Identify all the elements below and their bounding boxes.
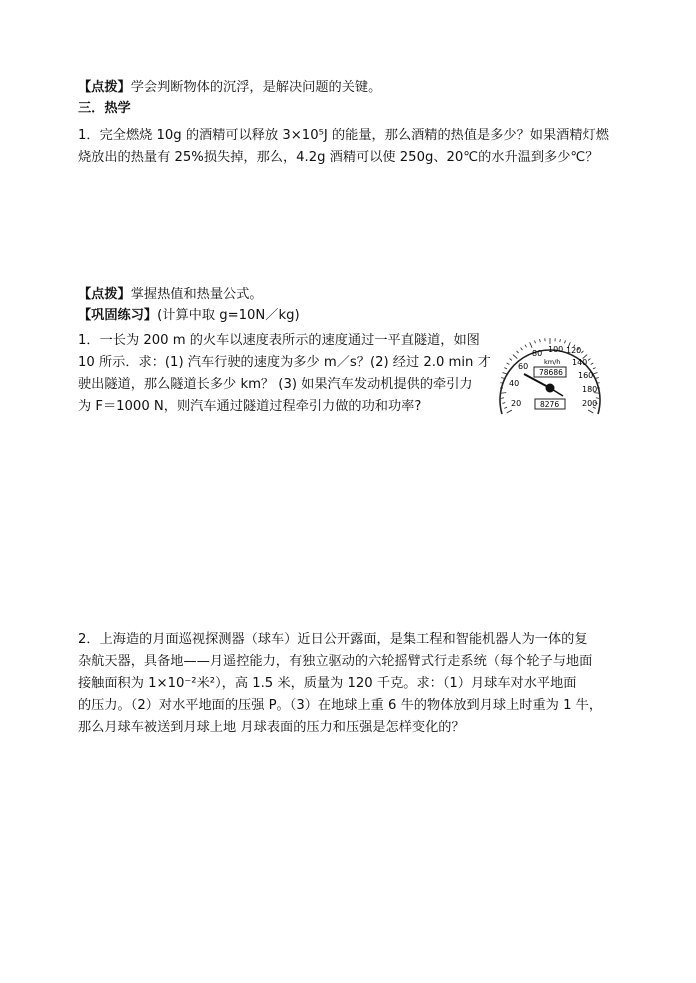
tip-1-text: 学会判断物体的沉浮，是解决问题的关键。 <box>130 80 382 95</box>
tip-2 <box>78 287 263 303</box>
speed-label-200: 200 <box>582 399 598 408</box>
speedometer-tick <box>504 368 507 369</box>
speedometer-tick <box>521 348 523 350</box>
question-1-line-2: 烧放出的热量有 25%损失掉，那么，4.2g 酒精可以使 250g、20℃的水升温到多少℃？ <box>78 150 599 165</box>
speedometer-tick <box>593 368 596 369</box>
speedometer-tick <box>507 410 512 413</box>
speedometer-tick <box>588 359 590 361</box>
needle-hub <box>546 384 555 393</box>
speedometer-tick <box>530 342 532 347</box>
speedometer-tick <box>596 378 599 379</box>
odometer-value: 78686 <box>539 368 563 377</box>
tip-1 <box>78 80 381 96</box>
tip-1-label: 【点拨】 <box>78 80 131 95</box>
speedometer-tick <box>510 359 512 361</box>
speedometer-tick <box>504 407 507 408</box>
speed-label-20: 20 <box>511 399 522 408</box>
practice-label: 【巩固练习】 <box>78 308 158 323</box>
speedometer-tick <box>525 345 527 348</box>
practice-1-line-1: 1．一长为 200 m 的火车以速度表所示的速度通过一平直隧道，如图 <box>78 333 480 348</box>
speed-unit: km/h <box>544 358 561 366</box>
tip-2-text: 掌握热值和热量公式。 <box>130 287 263 302</box>
practice-1-line-3: 驶出隧道，那么隧道长多少 km？ (3) 如果汽车发动机提供的牵引力 <box>78 377 473 392</box>
practice-heading <box>78 308 300 324</box>
tip-2-label: 【点拨】 <box>78 287 131 302</box>
practice-1-line-4: 为 F＝1000 N，则汽车通过隧道过程牵引力做的功和功率? <box>78 399 422 414</box>
speedometer-tick <box>513 355 517 359</box>
practice-2-line-3: 接触面积为 1×10⁻²米²），高 1.5 米，质量为 120 千克。求：（1）月球车对水平地面 <box>78 676 577 691</box>
speed-label-180: 180 <box>582 385 598 394</box>
practice-note: (计算中取 g=10N／kg) <box>157 308 300 323</box>
speedometer-tick <box>501 378 504 379</box>
question-1-line-1: 1．完全燃烧 10g 的酒精可以释放 3×10⁵J 的能量，那么酒精的热值是多少？如果酒精灯燃 <box>78 128 609 143</box>
speedometer-svg <box>496 334 604 416</box>
speedometer-tick <box>581 351 583 353</box>
speedometer-tick <box>565 340 566 343</box>
speed-label-100: 100 <box>548 345 564 354</box>
speed-label-80: 80 <box>532 349 543 358</box>
speedometer-tick <box>517 351 519 353</box>
speedometer-tick <box>591 363 594 365</box>
speedometer-tick <box>501 398 504 399</box>
practice-1-line-2: 10 所示．求：(1) 汽车行驶的速度为多少 m／s？(2) 经过 2.0 min 才 <box>78 355 491 370</box>
speed-label-160: 160 <box>578 371 594 380</box>
speedometer-tick <box>588 410 593 413</box>
practice-2-line-4: 的压力。（2）对水平地面的压强 P。（3）在地球上重 6 牛的物体放到月球上时重为 1 牛， <box>78 698 603 713</box>
speedometer-tick <box>560 339 561 342</box>
speedometer-tick <box>540 339 541 342</box>
practice-2-line-2: 杂航天器，具备地——月遥控能力，有独立驱动的六轮摇臂式行走系统（每个轮子与地面 <box>78 654 593 669</box>
speedometer-tick <box>507 363 510 365</box>
speed-label-40: 40 <box>509 379 520 388</box>
practice-2-line-5: 那么月球车被送到月球上地 月球表面的压力和压强是怎样变化的？ <box>78 720 465 735</box>
speed-label-60: 60 <box>518 362 529 371</box>
speedometer-figure <box>496 334 604 416</box>
speedometer-tick <box>535 340 536 343</box>
trip-value: 8276 <box>540 400 560 409</box>
section-heading-thermal: 三．热学 <box>78 101 131 116</box>
speedometer-tick <box>502 403 505 404</box>
speed-label-140: 140 <box>572 358 588 367</box>
speed-label-120: 120 <box>566 346 582 355</box>
practice-2-line-1: 2．上海造的月面巡视探测器（球车）近日公开露面，是集工程和智能机器人为一体的复 <box>78 632 588 647</box>
